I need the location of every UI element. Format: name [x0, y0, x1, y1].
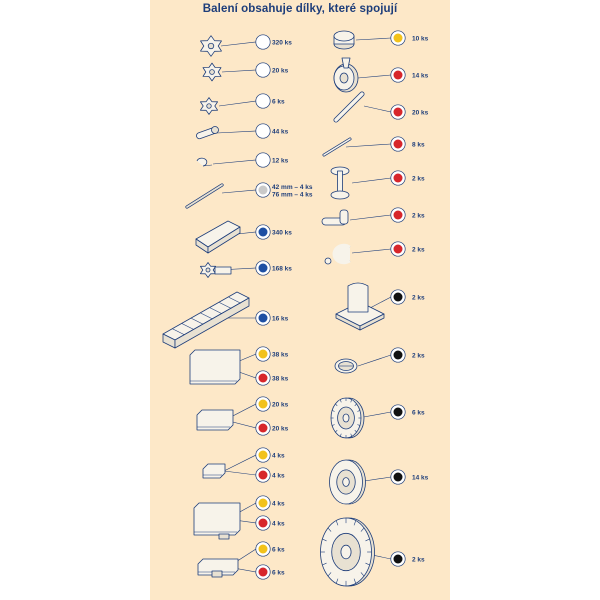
part-red-rod [336, 94, 391, 120]
part-steering-wheel [335, 355, 391, 373]
quantity-label: 38 ks [272, 351, 289, 359]
spool-icon [331, 167, 349, 199]
part-medium-plate [197, 404, 256, 430]
quantity-label: 6 ks [272, 569, 285, 577]
rod-icon [187, 185, 222, 207]
part-star-connector-medium [203, 63, 256, 81]
part-round-connector [200, 263, 256, 278]
color-dot-red [256, 421, 270, 435]
plate-icon [197, 410, 233, 430]
part-wheel-medium [331, 398, 391, 438]
part-crank [322, 210, 391, 225]
quantity-label: 38 ks [272, 375, 289, 383]
quantity-label: 2 ks [412, 212, 425, 220]
part-small-plate [203, 455, 256, 478]
color-dot-red [391, 137, 405, 151]
part-seat [336, 283, 391, 330]
steering-wheel-icon [335, 359, 357, 373]
leader-line [370, 297, 391, 308]
part-slot-plate [198, 549, 256, 577]
leader-line [358, 355, 391, 366]
color-dot-white [256, 124, 270, 138]
color-dot-white [256, 153, 270, 167]
beam-icon [163, 292, 249, 348]
quantity-label: 2 ks [412, 556, 425, 564]
wheel-icon [331, 398, 364, 438]
part-wheel-large [321, 518, 392, 586]
quantity-label: 4 ks [272, 452, 285, 460]
leader-line [221, 42, 256, 46]
plate-icon [203, 464, 225, 478]
part-ring-clip [197, 158, 256, 166]
leader-line [352, 178, 391, 183]
leader-line [356, 38, 391, 40]
quantity-label: 168 ks [272, 265, 292, 273]
quantity-label: 4 ks [272, 472, 285, 480]
quantity-label: 20 ks [272, 425, 289, 433]
color-dot-red [391, 68, 405, 82]
quantity-label: 12 ks [272, 157, 289, 165]
color-dot-black [391, 470, 405, 484]
quantity-label: 14 ks [412, 72, 429, 80]
color-dot-yellow [391, 31, 405, 45]
quantity-label: 2 ks [412, 175, 425, 183]
leader-line [364, 106, 391, 112]
connector-icon [200, 263, 231, 278]
quantity-label: 8 ks [412, 141, 425, 149]
leader-line [352, 249, 391, 253]
part-long-brick [196, 221, 256, 253]
color-dot-yellow [256, 448, 270, 462]
wheel-icon [321, 518, 375, 586]
color-dot-yellow [256, 347, 270, 361]
quantity-label: 340 ks [272, 229, 292, 237]
color-dot-red [256, 565, 270, 579]
color-dot-white [256, 94, 270, 108]
part-gear [334, 58, 391, 92]
quantity-label: 10 ks [412, 35, 429, 43]
part-wheel-small [330, 460, 392, 504]
color-dot-red [391, 105, 405, 119]
cap-icon [334, 31, 354, 49]
part-spool [331, 167, 391, 199]
part-metal-axle [187, 185, 256, 207]
leader-line [222, 190, 256, 193]
quantity-label: 4 ks [272, 500, 285, 508]
color-dot-red [391, 171, 405, 185]
color-dot-black [391, 290, 405, 304]
color-dot-blue [256, 225, 270, 239]
part-thin-rod [324, 139, 391, 155]
color-dot-black [391, 348, 405, 362]
color-dot-blue [256, 261, 270, 275]
color-dot-red [256, 371, 270, 385]
plate-icon [198, 559, 238, 577]
part-star-connector-large [201, 36, 257, 57]
quantity-label: 6 ks [412, 409, 425, 417]
color-dot-white [256, 35, 270, 49]
quantity-label: 20 ks [272, 67, 289, 75]
part-long-beam [163, 292, 256, 348]
plate-icon [190, 350, 240, 384]
color-dot-blue [256, 311, 270, 325]
part-hook [325, 245, 391, 264]
part-cap [334, 31, 391, 49]
quantity-label: 4 ks [272, 520, 285, 528]
color-dot-yellow [256, 542, 270, 556]
quantity-label: 2 ks [412, 246, 425, 254]
star-connector-icon [203, 63, 221, 81]
brick-icon [196, 221, 240, 253]
leader-line [222, 70, 256, 72]
leader-line [224, 471, 256, 475]
color-dot-white [256, 63, 270, 77]
quantity-label: 6 ks [272, 98, 285, 106]
leader-line [358, 75, 391, 78]
crank-icon [322, 210, 348, 225]
part-hinge-plate [194, 503, 256, 539]
quantity-label: 20 ks [412, 109, 429, 117]
color-dot-red [256, 468, 270, 482]
rod-icon [336, 94, 362, 120]
part-star-connector-small [200, 98, 256, 115]
color-dot-yellow [256, 397, 270, 411]
color-dot-black [391, 405, 405, 419]
quantity-label: 16 ks [272, 315, 289, 323]
page-title: Balení obsahuje dílky, které spojují [202, 3, 398, 15]
clip-icon [197, 158, 212, 166]
plate-icon [194, 503, 240, 539]
quantity-label: 20 ks [272, 401, 289, 409]
leader-line [346, 144, 391, 147]
color-dot-black [391, 552, 405, 566]
leader-line [224, 455, 256, 471]
leader-line [219, 101, 256, 106]
color-dot-grey [256, 183, 270, 197]
color-dot-red [256, 516, 270, 530]
quantity-label: 2 ks [412, 294, 425, 302]
seat-icon [336, 283, 384, 330]
color-dot-red [391, 242, 405, 256]
hook-icon [325, 245, 350, 264]
quantity-label: 44 ks [272, 128, 289, 136]
part-axle-pin [196, 126, 256, 139]
leader-line [213, 160, 256, 164]
color-dot-red [391, 208, 405, 222]
wheel-icon [330, 460, 366, 504]
quantity-label: 42 mm – 4 ks [272, 184, 313, 191]
quantity-label: 2 ks [412, 352, 425, 360]
quantity-label: 14 ks [412, 474, 429, 482]
leader-line [217, 131, 256, 133]
part-large-plate [190, 350, 256, 384]
quantity-label: 6 ks [272, 546, 285, 554]
quantity-label: 76 mm – 4 ks [272, 191, 313, 199]
leader-line [350, 215, 391, 220]
pin-icon [196, 126, 219, 139]
star-connector-icon [201, 36, 222, 57]
star-connector-icon [200, 98, 217, 115]
gear-icon [334, 58, 358, 92]
quantity-label: 320 ks [272, 39, 292, 47]
color-dot-yellow [256, 496, 270, 510]
